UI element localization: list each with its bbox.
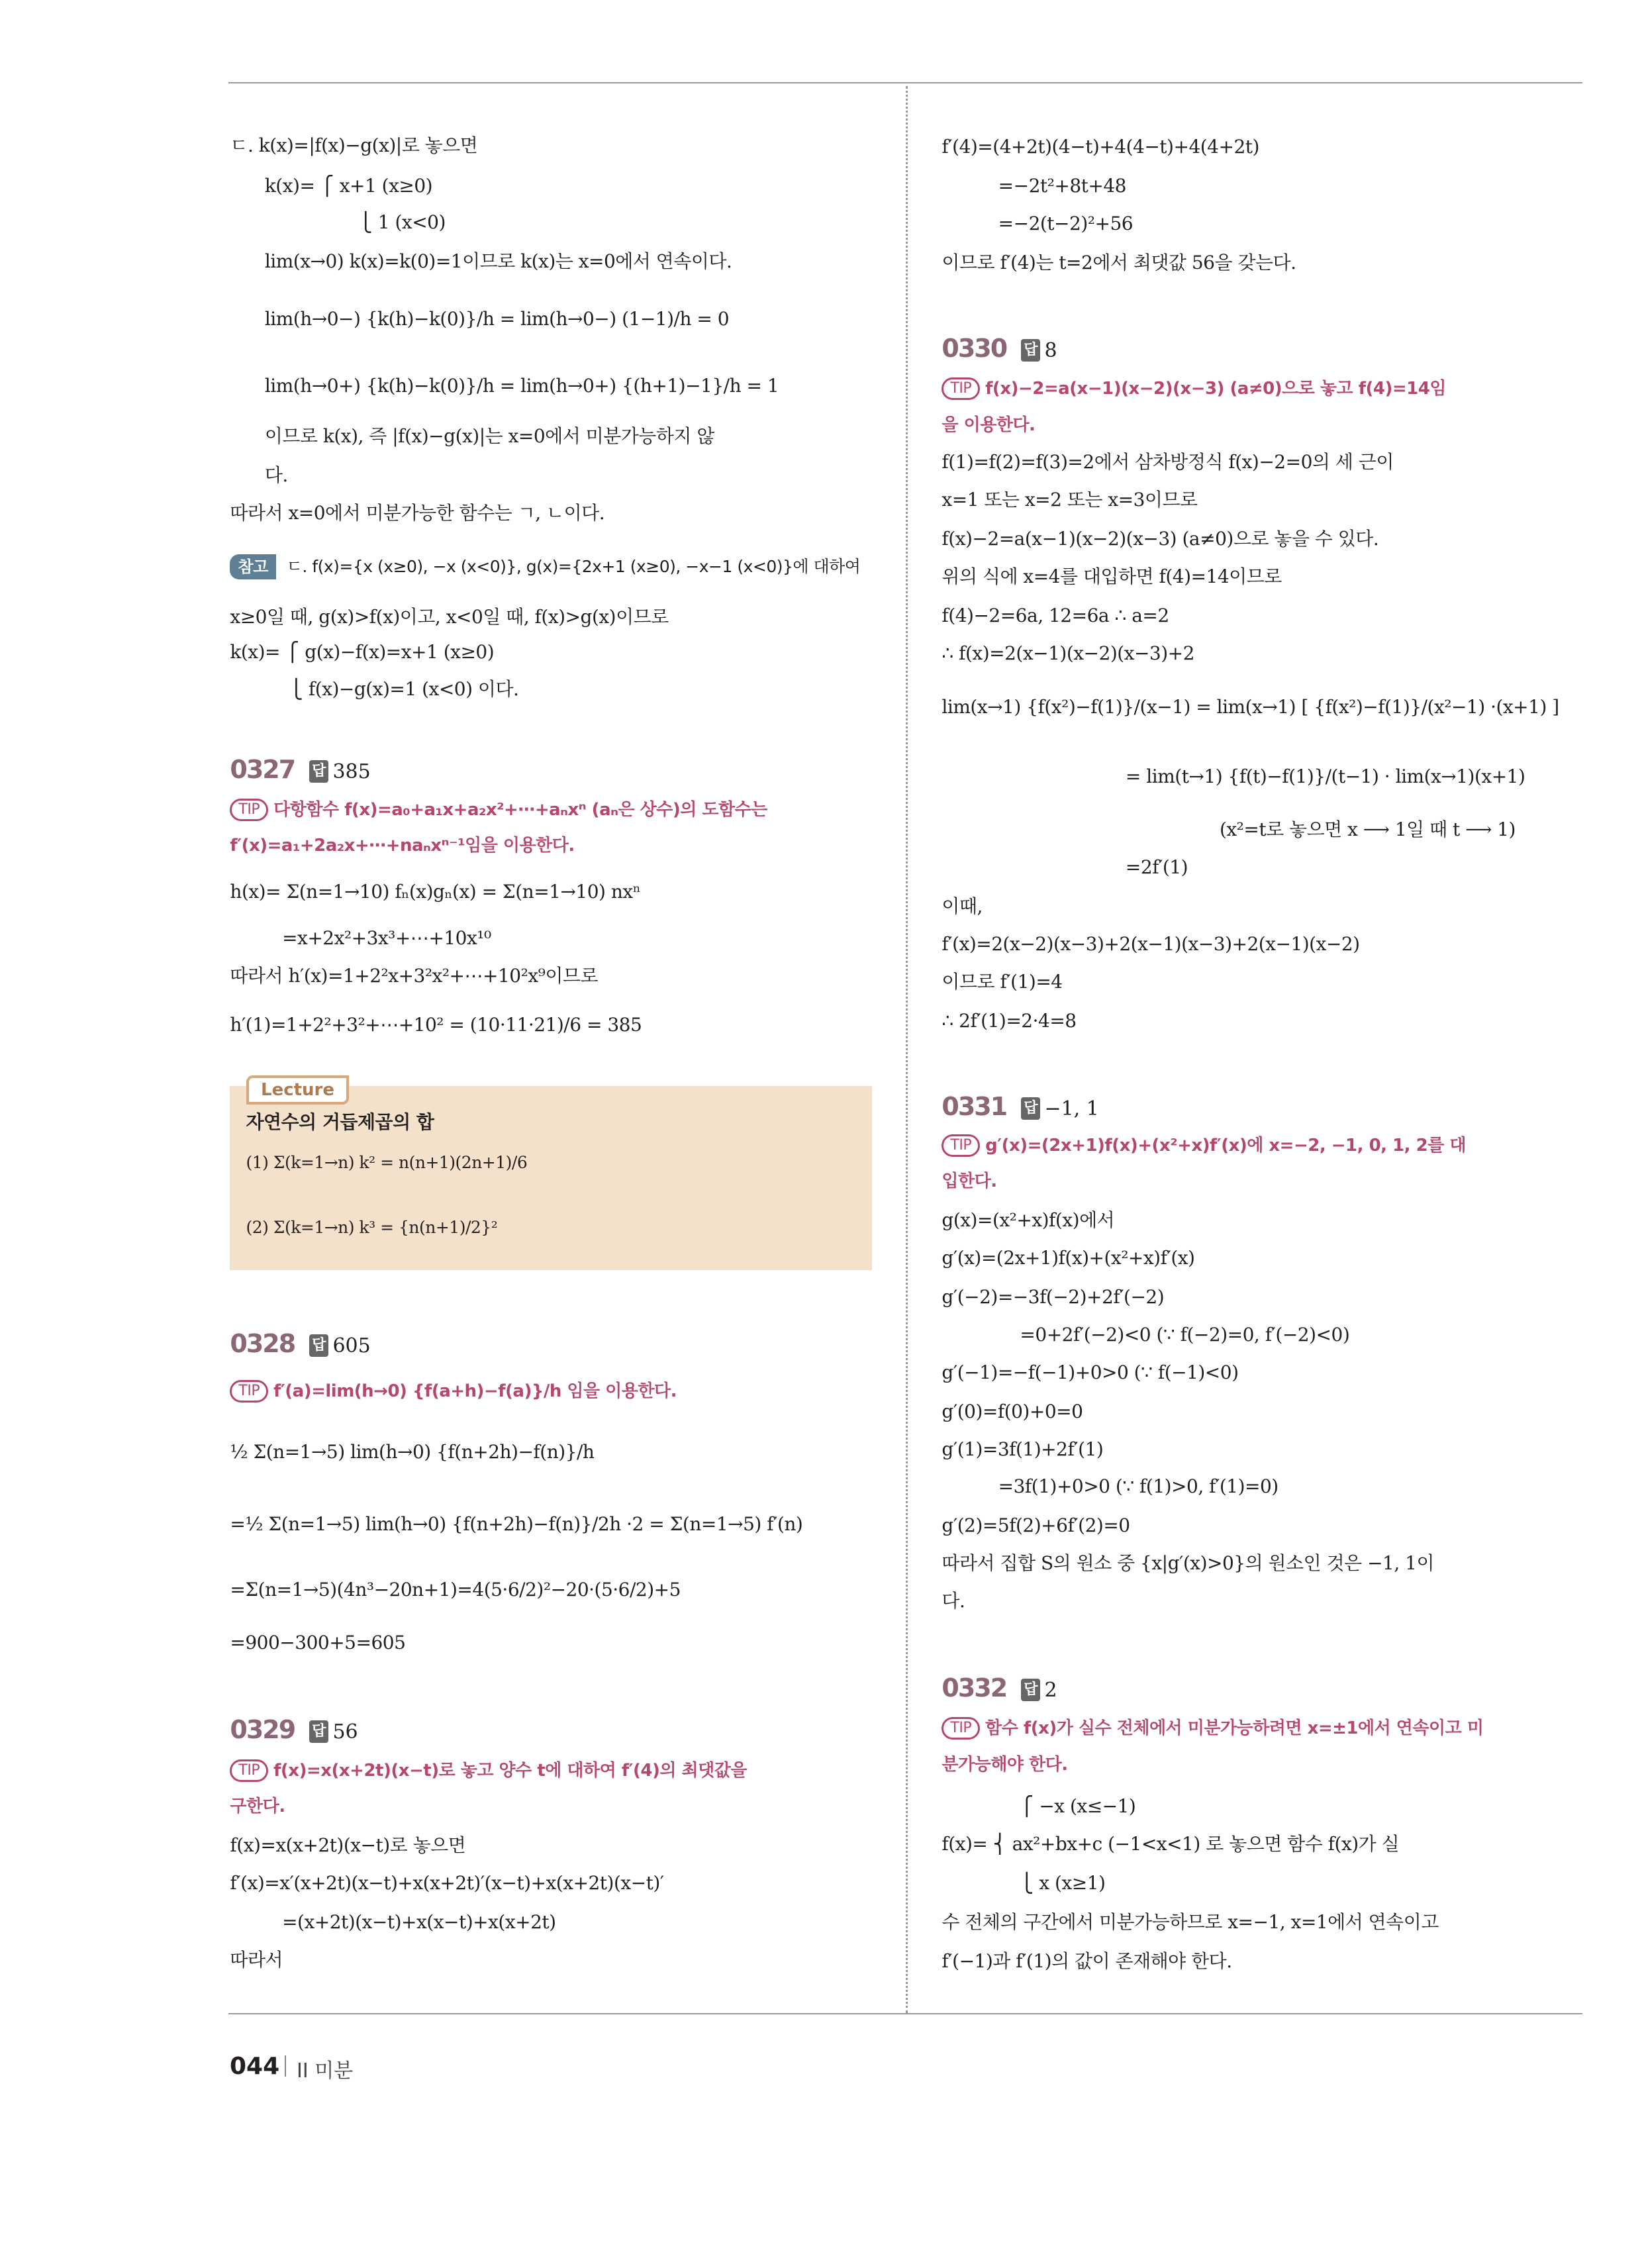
tip-text xyxy=(942,1134,1466,1157)
tip-text xyxy=(230,834,574,857)
tip-line: f′(a)=lim(h→0) {f(a+h)−f(a)}/h 임을 이용한다. xyxy=(273,1381,677,1402)
solution-line: =3f(1)+0>0 (∵ f(1)>0, f′(1)=0) xyxy=(998,1475,1279,1498)
solution-line: 다. xyxy=(264,464,288,487)
solution-line: 이므로 f′(4)는 t=2에서 최댓값 56을 갖는다. xyxy=(942,251,1296,273)
tip-line: g′(x)=(2x+1)f(x)+(x²+x)f′(x)에 x=−2, −1, 0, 1, 2를 대 xyxy=(985,1135,1466,1156)
solution-line: f(1)=f(2)=f(3)=2에서 삼차방정식 f(x)−2=0의 세 근이 xyxy=(942,451,1394,473)
solution-line: g′(x)=(2x+1)f(x)+(x²+x)f′(x) xyxy=(942,1247,1195,1269)
tip-badge: TIP xyxy=(230,1759,268,1782)
solution-line: 수 전체의 구간에서 미분가능하므로 x=−1, x=1에서 연속이고 xyxy=(942,1911,1439,1934)
answer-icon: 답 xyxy=(309,1334,328,1357)
solution-line: =−2t²+8t+48 xyxy=(998,175,1126,197)
solution-line: =x+2x²+3x³+⋯+10x¹⁰ xyxy=(282,927,491,950)
answer-value: 2 xyxy=(1044,1679,1057,1702)
tip-badge: TIP xyxy=(230,799,268,821)
problem-heading xyxy=(230,1715,358,1745)
top-rule xyxy=(228,82,1582,83)
problem-number: 0327 xyxy=(230,754,295,784)
solution-line: h′(1)=1+2²+3²+⋯+10² = (10·11·21)/6 = 385 xyxy=(230,1014,642,1036)
solution-line: ⎩ f(x)−g(x)=1 (x<0) 이다. xyxy=(289,678,519,701)
solution-line: 이므로 k(x), 즉 |f(x)−g(x)|는 x=0에서 미분가능하지 않 xyxy=(264,425,714,448)
tip-text xyxy=(942,414,1035,436)
tip-line: 분가능해야 한다. xyxy=(942,1754,1068,1775)
tip-badge: TIP xyxy=(230,1380,268,1403)
tip-badge: TIP xyxy=(942,1134,980,1157)
tip-line: 다항함수 f(x)=a₀+a₁x+a₂x²+⋯+aₙxⁿ (aₙ은 상수)의 도함수는 xyxy=(273,799,767,820)
tip-line: f′(x)=a₁+2a₂x+⋯+naₙxⁿ⁻¹임을 이용한다. xyxy=(230,836,575,856)
problem-heading xyxy=(942,1091,1099,1121)
answer-value: 605 xyxy=(332,1334,371,1358)
solution-line: f′(−1)과 f′(1)의 값이 존재해야 한다. xyxy=(942,1950,1232,1973)
problem-heading xyxy=(230,1329,371,1359)
solution-line: (x²=t로 놓으면 x ⟶ 1일 때 t ⟶ 1) xyxy=(1219,818,1516,841)
solution-line: ⎩ x (x≥1) xyxy=(1020,1872,1106,1895)
tip-line: 입한다. xyxy=(942,1171,997,1192)
solution-line: g′(−1)=−f(−1)+0>0 (∵ f(−1)<0) xyxy=(942,1361,1239,1383)
footer-separator xyxy=(285,2055,286,2077)
solution-line: g′(2)=5f(2)+6f′(2)=0 xyxy=(942,1514,1130,1537)
solution-line: f′(x)=x′(x+2t)(x−t)+x(x+2t)′(x−t)+x(x+2t)(x−t)′ xyxy=(230,1872,664,1895)
solution-line: ⎩ 1 (x<0) xyxy=(358,211,446,233)
solution-line: 다. xyxy=(942,1589,965,1612)
solution-line: f(x)−2=a(x−1)(x−2)(x−3) (a≠0)으로 놓을 수 있다. xyxy=(942,528,1379,550)
solution-line: g′(−2)=−3f(−2)+2f′(−2) xyxy=(942,1286,1165,1308)
tip-text xyxy=(942,1753,1067,1776)
answer-value: 385 xyxy=(332,760,371,783)
answer-icon: 답 xyxy=(309,1720,328,1743)
answer-value: 56 xyxy=(332,1720,358,1744)
solution-line: f′(x)=2(x−2)(x−3)+2(x−1)(x−3)+2(x−1)(x−2) xyxy=(942,932,1360,955)
solution-line: f(x)=x(x+2t)(x−t)로 놓으면 xyxy=(230,1834,466,1857)
tip-text xyxy=(942,1717,1483,1740)
bottom-rule xyxy=(228,2013,1582,2014)
answer-icon: 답 xyxy=(1021,1679,1040,1701)
lecture-formula: (2) Σ(k=1→n) k³ = {n(n+1)/2}² xyxy=(246,1218,498,1238)
solution-line: h(x)= Σ(n=1→10) fₙ(x)gₙ(x) = Σ(n=1→10) nxⁿ xyxy=(230,881,641,903)
tip-text xyxy=(230,799,767,821)
solution-line: k(x)= ⎧ g(x)−f(x)=x+1 (x≥0) xyxy=(230,640,495,663)
answer-icon: 답 xyxy=(1021,339,1040,362)
tip-text xyxy=(230,1380,677,1403)
problem-number: 0329 xyxy=(230,1715,295,1745)
problem-heading xyxy=(230,754,371,784)
solution-line: ∴ f(x)=2(x−1)(x−2)(x−3)+2 xyxy=(942,642,1194,664)
solution-line: lim(h→0−) {k(h)−k(0)}/h = lim(h→0−) (1−1)/h = 0 xyxy=(264,308,730,330)
problem-number: 0328 xyxy=(230,1329,295,1359)
chapter-label: II 미분 xyxy=(297,2059,354,2083)
tip-line: 함수 f(x)가 실수 전체에서 미분가능하려면 x=±1에서 연속이고 미 xyxy=(985,1718,1484,1739)
solution-line: =(x+2t)(x−t)+x(x−t)+x(x+2t) xyxy=(282,1911,556,1934)
solution-line: lim(h→0+) {k(h)−k(0)}/h = lim(h→0+) {(h+1)−1}/h = 1 xyxy=(264,374,779,397)
solution-line: 위의 식에 x=4를 대입하면 f(4)=14이므로 xyxy=(942,566,1282,587)
solution-line: f(x)= ⎨ ax²+bx+c (−1<x<1) 로 놓으면 함수 f(x)가 실 xyxy=(942,1833,1400,1855)
answer-icon: 답 xyxy=(309,760,328,783)
note-badge: 참고 xyxy=(230,554,275,579)
problem-heading xyxy=(942,333,1057,363)
solution-line: g′(1)=3f(1)+2f′(1) xyxy=(942,1438,1104,1460)
problem-heading xyxy=(942,1673,1057,1703)
solution-line: =½ Σ(n=1→5) lim(h→0) {f(n+2h)−f(n)}/2h ·2 = Σ(n=1→5) f′(n) xyxy=(230,1513,803,1536)
solution-line: =−2(t−2)²+56 xyxy=(998,212,1134,234)
lecture-formula: (1) Σ(k=1→n) k² = n(n+1)(2n+1)/6 xyxy=(246,1152,528,1172)
answer-value: −1, 1 xyxy=(1044,1097,1099,1120)
solution-line: g(x)=(x²+x)f(x)에서 xyxy=(942,1209,1115,1232)
tip-line: 을 이용한다. xyxy=(942,415,1036,435)
solution-line: x=1 또는 x=2 또는 x=3이므로 xyxy=(942,489,1198,511)
tip-badge: TIP xyxy=(942,377,980,400)
solution-line: f(4)−2=6a, 12=6a ∴ a=2 xyxy=(942,604,1169,626)
solution-line: x≥0일 때, g(x)>f(x)이고, x<0일 때, f(x)>g(x)이므로 xyxy=(230,606,669,628)
note-line xyxy=(230,554,860,579)
solution-line: ∴ 2f′(1)=2·4=8 xyxy=(942,1009,1077,1032)
tip-badge: TIP xyxy=(942,1717,980,1740)
solution-line: g′(0)=f(0)+0=0 xyxy=(942,1400,1083,1422)
answer-icon: 답 xyxy=(1021,1097,1040,1120)
lecture-tab: Lecture xyxy=(246,1075,349,1105)
tip-text xyxy=(230,1795,285,1818)
solution-line: 따라서 xyxy=(230,1948,283,1971)
tip-line: 구한다. xyxy=(230,1797,285,1817)
solution-line: =Σ(n=1→5)(4n³−20n+1)=4(5·6/2)²−20·(5·6/2)+5 xyxy=(230,1578,681,1601)
solution-line: 이므로 f′(1)=4 xyxy=(942,970,1063,993)
solution-line: 이때, xyxy=(942,895,983,918)
solution-line: 따라서 집합 S의 원소 중 {x|g′(x)>0}의 원소인 것은 −1, 1이 xyxy=(942,1552,1435,1575)
solution-line: ⎧ −x (x≤−1) xyxy=(1020,1795,1136,1818)
page-number: 044 xyxy=(230,2053,280,2080)
solution-line: =2f′(1) xyxy=(1125,856,1188,879)
solution-line: 따라서 x=0에서 미분가능한 함수는 ㄱ, ㄴ이다. xyxy=(230,501,605,524)
tip-text xyxy=(230,1759,747,1782)
lecture-title: 자연수의 거듭제곱의 합 xyxy=(246,1110,434,1133)
solution-line: f′(4)=(4+2t)(4−t)+4(4−t)+4(4+2t) xyxy=(942,136,1259,158)
problem-number: 0331 xyxy=(942,1091,1007,1121)
tip-line: f(x)=x(x+2t)(x−t)로 놓고 양수 t에 대하여 f′(4)의 최댓값을 xyxy=(273,1760,747,1781)
solution-line: 따라서 h′(x)=1+2²x+3²x²+⋯+10²x⁹이므로 xyxy=(230,965,598,987)
solution-line: = lim(t→1) {f(t)−f(1)}/(t−1) · lim(x→1)(x+1) xyxy=(1125,765,1525,787)
tip-line: f(x)−2=a(x−1)(x−2)(x−3) (a≠0)으로 놓고 f(4)=14임 xyxy=(985,378,1446,399)
solution-line: k(x)= ⎧ x+1 (x≥0) xyxy=(264,175,433,197)
solution-line: =900−300+5=605 xyxy=(230,1632,406,1654)
problem-number: 0330 xyxy=(942,333,1007,363)
solution-line: =0+2f′(−2)<0 (∵ f(−2)=0, f′(−2)<0) xyxy=(1020,1323,1350,1346)
tip-text xyxy=(942,377,1446,400)
column-divider xyxy=(906,86,908,2013)
note-text: ㄷ. f(x)={x (x≥0), −x (x<0)}, g(x)={2x+1 (x≥0), −x−1 (x<0)}에 대하여 xyxy=(286,556,861,576)
solution-line: lim(x→0) k(x)=k(0)=1이므로 k(x)는 x=0에서 연속이다. xyxy=(264,250,732,272)
answer-value: 8 xyxy=(1044,338,1057,362)
solution-line: ½ Σ(n=1→5) lim(h→0) {f(n+2h)−f(n)}/h xyxy=(230,1440,595,1463)
problem-number: 0332 xyxy=(942,1673,1007,1703)
solution-line: lim(x→1) {f(x²)−f(1)}/(x−1) = lim(x→1) [ {f(x²)−f(1)}/(x²−1) ·(x+1) ] xyxy=(942,695,1559,718)
tip-text xyxy=(942,1170,996,1193)
solution-line: ㄷ. k(x)=|f(x)−g(x)|로 놓으면 xyxy=(230,134,478,156)
